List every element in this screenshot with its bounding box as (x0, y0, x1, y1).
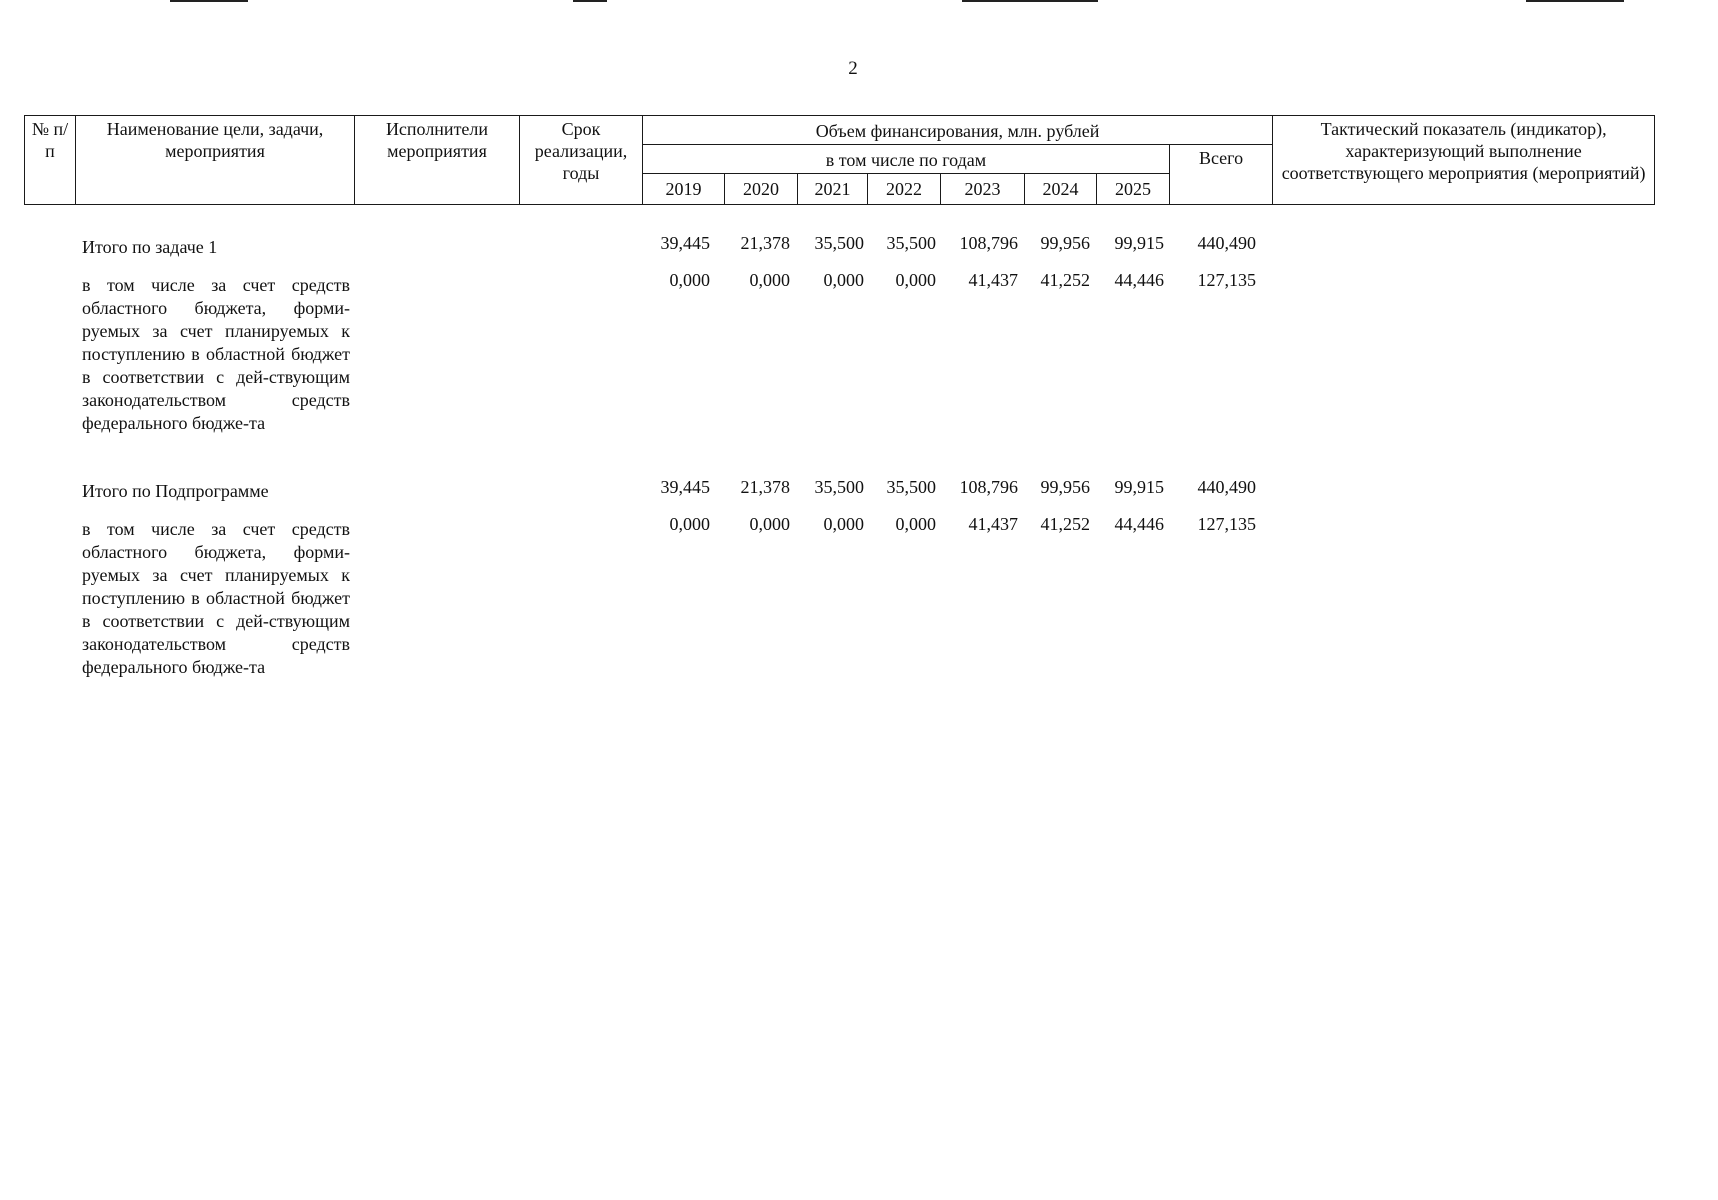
value-2021: 0,000 (823, 514, 864, 534)
header-cell-by-years: в том числе по годам (643, 145, 1170, 174)
value-2025: 44,446 (1114, 270, 1164, 290)
header-cell-executors: Исполнители мероприятия (355, 116, 520, 205)
value-2025: 99,915 (1114, 233, 1164, 253)
header-cell-funding: Объем финансирования, млн. рублей (643, 116, 1273, 145)
header-year-2025: 2025 (1097, 174, 1170, 205)
header-cell-indicator: Тактический показатель (индикатор), характеризующий выполнение соответствующего мероприятия (мероприятий) (1273, 116, 1655, 205)
header-year-2019: 2019 (643, 174, 725, 205)
value-2023: 108,796 (959, 233, 1018, 253)
header-cell-term: Срок реализации, годы (520, 116, 643, 205)
value-2024: 99,956 (1040, 233, 1090, 253)
value-2023: 41,437 (968, 270, 1018, 290)
value-2023: 108,796 (959, 477, 1018, 497)
header-cell-name: Наименование цели, задачи, мероприятия (76, 116, 355, 205)
value-2020: 0,000 (749, 514, 790, 534)
scan-edge-mark (170, 0, 248, 2)
value-total: 127,135 (1197, 270, 1256, 290)
header-year-2021: 2021 (798, 174, 868, 205)
row-label-federal-share: в том числе за счет средств областного бюджета, форми-руемых за счет планируемых к поступлению в областной бюджет в соответствии с дей-ствующим законодательством средств федерального бюдже-та (82, 275, 350, 433)
value-total: 127,135 (1197, 514, 1256, 534)
value-2022: 35,500 (886, 477, 936, 497)
value-total: 440,490 (1197, 477, 1256, 497)
value-2019: 0,000 (669, 514, 710, 534)
value-2019: 39,445 (660, 477, 710, 497)
row-label-task-total: Итого по задаче 1 (82, 237, 218, 257)
row-label-subprogram-total: Итого по Подпрограмме (82, 481, 269, 501)
value-2025: 44,446 (1114, 514, 1164, 534)
value-2021: 35,500 (814, 233, 864, 253)
value-2023: 41,437 (968, 514, 1018, 534)
value-2024: 41,252 (1040, 270, 1090, 290)
value-2019: 0,000 (669, 270, 710, 290)
row-label-federal-share: в том числе за счет средств областного бюджета, форми-руемых за счет планируемых к поступлению в областной бюджет в соответствии с дей-ствующим законодательством средств федерального бюдже-та (82, 519, 350, 677)
value-2022: 0,000 (895, 514, 936, 534)
value-2022: 0,000 (895, 270, 936, 290)
header-year-2024: 2024 (1025, 174, 1097, 205)
value-2025: 99,915 (1114, 477, 1164, 497)
value-2021: 0,000 (823, 270, 864, 290)
header-year-2022: 2022 (868, 174, 941, 205)
value-2019: 39,445 (660, 233, 710, 253)
value-2020: 0,000 (749, 270, 790, 290)
page-number: 2 (848, 58, 858, 79)
value-2024: 41,252 (1040, 514, 1090, 534)
header-cell-total: Всего (1170, 145, 1273, 205)
value-total: 440,490 (1197, 233, 1256, 253)
value-2020: 21,378 (740, 233, 790, 253)
value-2021: 35,500 (814, 477, 864, 497)
scan-edge-mark (1526, 0, 1624, 2)
value-2024: 99,956 (1040, 477, 1090, 497)
scan-edge-mark (573, 0, 607, 2)
value-2020: 21,378 (740, 477, 790, 497)
header-year-2023: 2023 (941, 174, 1025, 205)
header-year-2020: 2020 (725, 174, 798, 205)
scan-edge-mark (962, 0, 1098, 2)
header-cell-number: № п/п (25, 116, 76, 205)
value-2022: 35,500 (886, 233, 936, 253)
table-header (24, 115, 1655, 205)
